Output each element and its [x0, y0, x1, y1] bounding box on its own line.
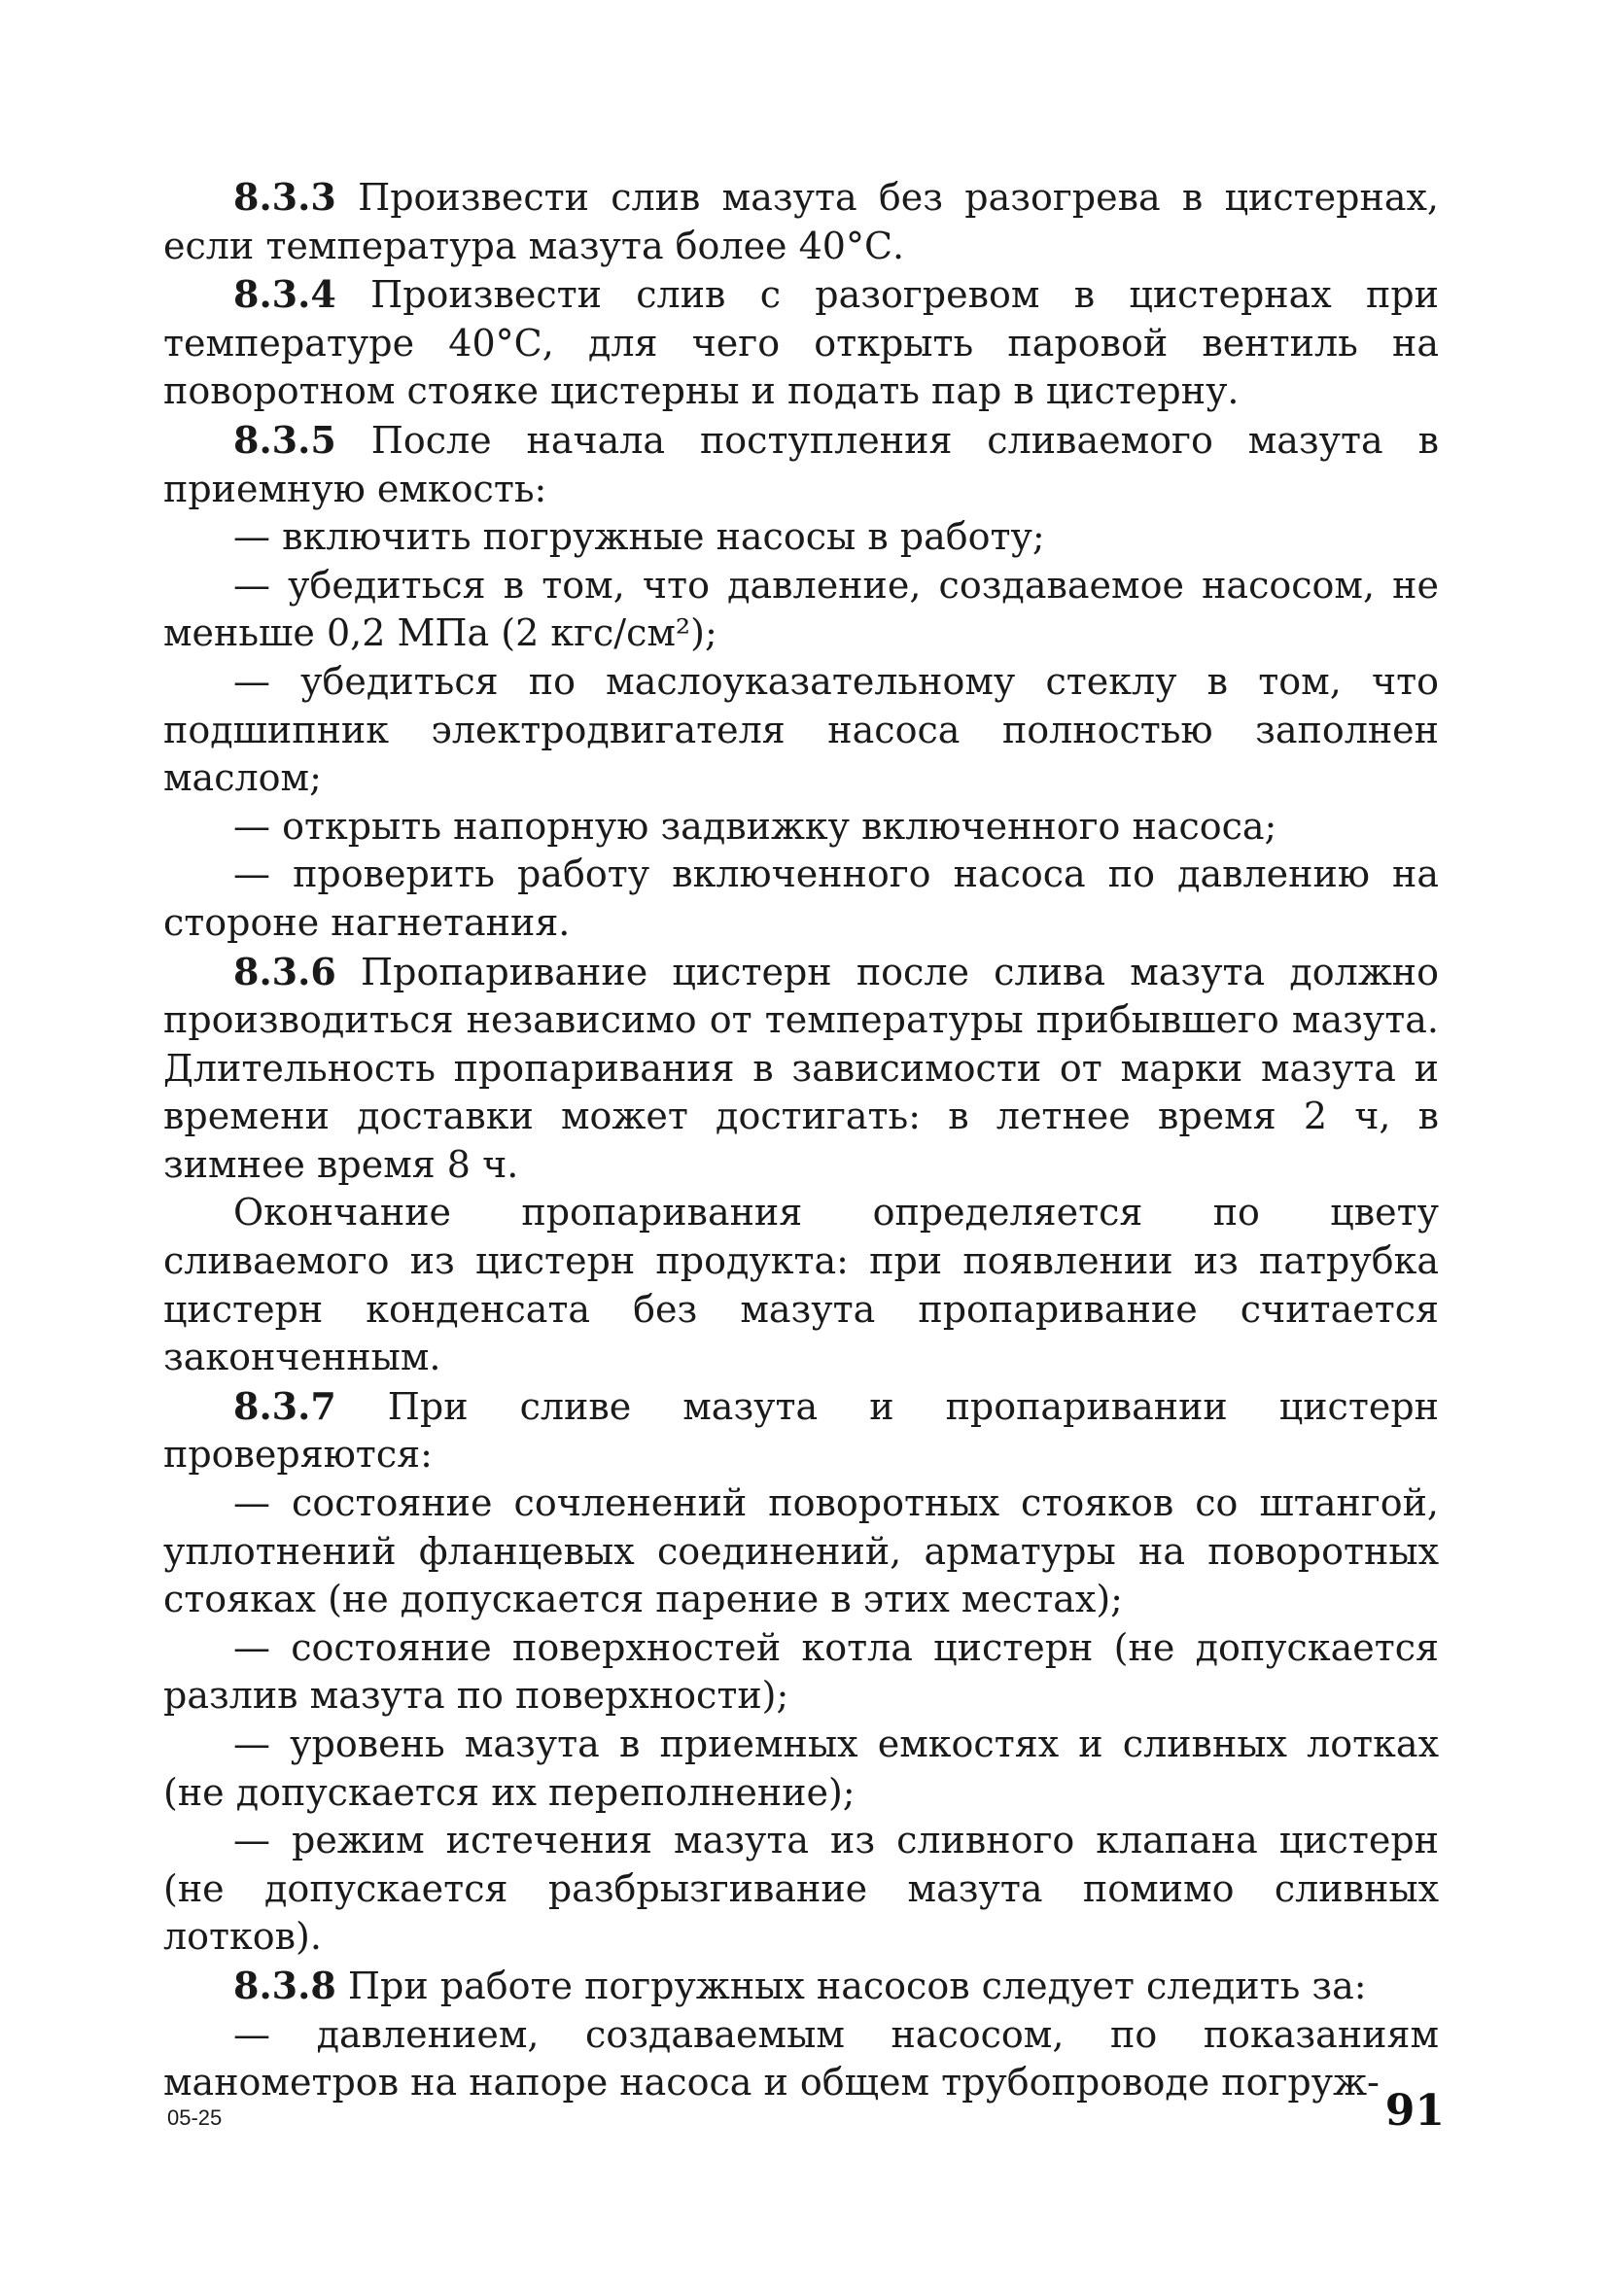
paragraph-text: После начала поступления сливаемого мазута в приемную емкость: [163, 418, 1439, 510]
paragraph-text: Произвести слив мазута без разогрева в цистернах, если температура мазута более 40°С. [163, 176, 1439, 267]
paragraph [163, 1189, 1439, 1381]
section-number: 8.3.3 [233, 175, 336, 219]
list-item-text: — убедиться по маслоуказательному стеклу в том, что подшипник электродвигателя насоса полностью заполнен маслом; [163, 659, 1439, 800]
section-number: 8.3.7 [233, 1383, 336, 1428]
body-text [163, 173, 1439, 2107]
list-item [163, 513, 1439, 562]
list-item [163, 1624, 1439, 1721]
paragraph-text: Окончание пропаривания определяется по цвету сливаемого из цистерн продукта: при появлении из патрубка цистерн конденсата без мазута пропаривание считается законченным. [163, 1191, 1439, 1379]
list-item [163, 1721, 1439, 1817]
paragraph-text: Пропаривание цистерн после слива мазута должно производиться независимо от температуры прибывшего мазута. Длительность пропаривания в зависимости от марки мазута и времени доставки может достигать: в летнее время 2 ч, в зимнее время 8 ч. [163, 950, 1439, 1186]
paragraph-text: Произвести слив с разогревом в цистернах при температуре 40°С, для чего открыть паровой вентиль на поворотном стояке цистерны и подать пар в цистерну. [163, 273, 1439, 413]
list-item [163, 1817, 1439, 1962]
list-item-text: — состояние сочленений поворотных стояков со штангой, уплотнений фланцевых соединений, арматуры на поворотных стояках (не допускается парение в этих местах); [163, 1481, 1439, 1621]
list-item-text: — открыть напорную задвижку включенного насоса; [233, 804, 1277, 848]
list-item [163, 658, 1439, 803]
paragraph-8-3-8 [163, 1962, 1439, 2011]
paragraph-text: При работе погружных насосов следует следить за: [347, 1964, 1367, 2007]
paragraph-8-3-5 [163, 416, 1439, 513]
list-item-text: — состояние поверхностей котла цистерн (не допускается разлив мазута по поверхности); [163, 1625, 1439, 1718]
section-number: 8.3.4 [233, 272, 336, 317]
section-number: 8.3.8 [233, 1963, 336, 2007]
list-item-text: — включить погружные насосы в работу; [233, 515, 1045, 559]
paragraph-8-3-6 [163, 948, 1439, 1190]
list-item [163, 851, 1439, 947]
section-number: 8.3.5 [233, 417, 336, 462]
list-item-text: — убедиться в том, что давление, создаваемое насосом, не меньше 0,2 МПа (2 кгс/см²); [163, 563, 1439, 655]
paragraph-8-3-3 [163, 173, 1439, 270]
paragraph-8-3-4 [163, 270, 1439, 416]
paragraph-text: При сливе мазута и пропаривании цистерн проверяются: [163, 1384, 1439, 1477]
list-item-text: — режим истечения мазута из сливного клапана цистерн (не допускается разбрызгивание мазута помимо сливных лотков). [163, 1819, 1439, 1959]
page-number: 91 [1384, 2086, 1445, 2136]
list-item [163, 803, 1439, 852]
list-item [163, 2011, 1439, 2107]
list-item-text: — проверить работу включенного насоса по давлению на стороне нагнетания. [163, 852, 1439, 944]
list-item-text: — уровень мазута в приемных емкостях и сливных лотках (не допускается их переполнение); [163, 1722, 1439, 1814]
footer-code: 05-25 [167, 2105, 223, 2130]
list-item [163, 562, 1439, 658]
paragraph-8-3-7 [163, 1382, 1439, 1479]
section-number: 8.3.6 [233, 949, 336, 993]
list-item [163, 1479, 1439, 1624]
list-item-text: — давлением, создаваемым насосом, по показаниям манометров на напоре насоса и общем трубопроводе погруж- [163, 2012, 1439, 2105]
